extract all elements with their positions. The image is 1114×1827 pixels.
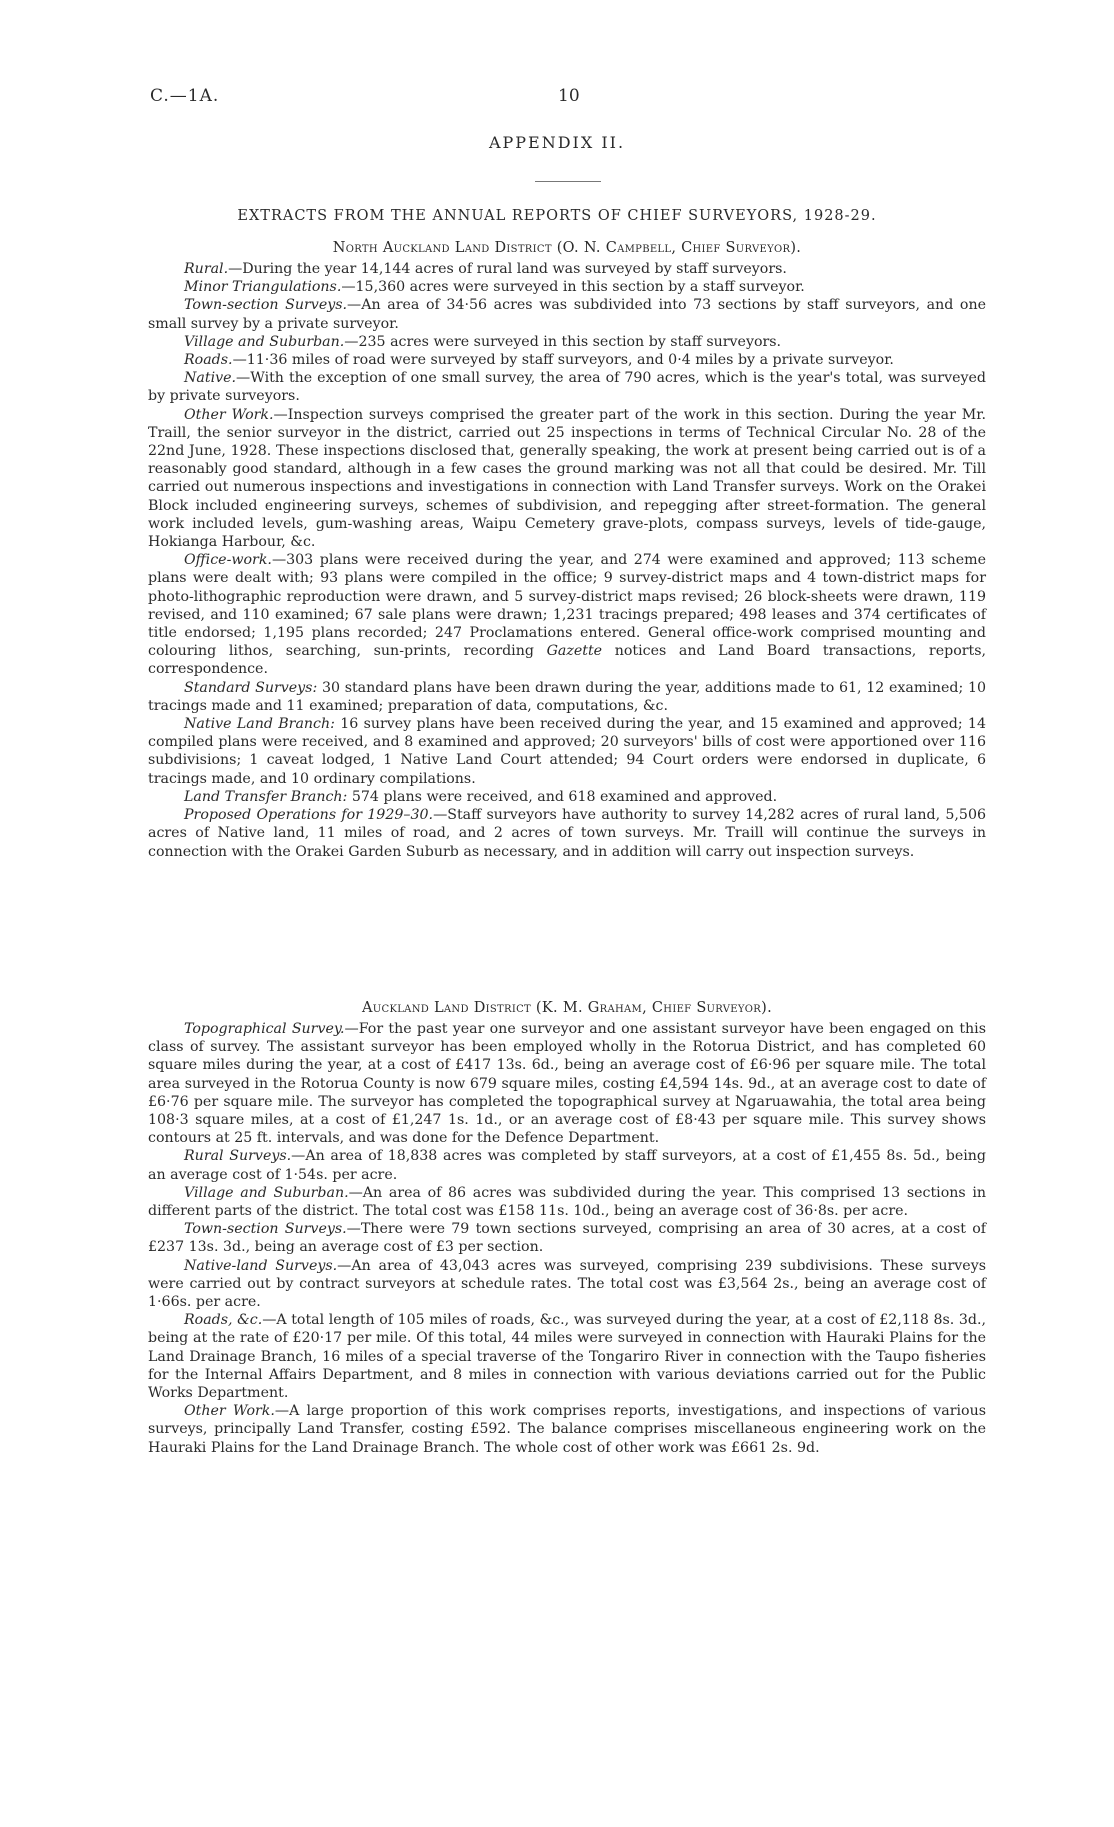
paragraph-lead: Land Transfer Branch: bbox=[184, 788, 348, 805]
paragraph-roads bbox=[148, 1311, 986, 1402]
paragraph-text: 30 standard plans have been drawn during the year, additions made to 61, 12 examined; 10 tracings made and 11 examined; preparation of data, computations, &c. bbox=[148, 679, 986, 714]
appendix-title: APPENDIX II. bbox=[488, 133, 626, 152]
paragraph-native-land-surveys bbox=[148, 1257, 986, 1312]
district-heading: North Auckland Land District (O. N. Campbell, Chief Surveyor). bbox=[332, 240, 802, 256]
paragraph-text: —11·36 miles of road were surveyed by staff surveyors, and 0·4 miles by a private surveyor. bbox=[232, 352, 894, 369]
paragraph-text: —For the past year one surveyor and one assistant surveyor have been engaged on this class of survey. The assistant surveyor has been employed wholly in the Rotorua District, and has completed 60 square miles during the year, at a cost of £417 13s. 6d., being an average cost of £6·96 per square mile. The total area surveyed in the Rotorua County is now 679 square miles, costing £4,594 14s. 9d., at an average cost to date of £6·76 per square mile. The surveyor has completed the topographical survey at Ngaruawahia, the total area being 108·3 square miles, at a cost of £1,247 1s. 1d., or an average cost of £8·43 per square mile. This survey shows contours at 25 ft. intervals, and was done for the Defence Department. bbox=[148, 1021, 987, 1147]
paragraph-standard-surveys bbox=[148, 679, 986, 715]
paragraph-text: —An area of 86 acres was subdivided during the year. This comprised 13 sections in different parts of the district. The total cost was £158 11s. 10d., being an average cost of 36·8s. per acre. bbox=[148, 1184, 986, 1220]
paragraph-lead: Native. bbox=[184, 370, 237, 387]
paragraph-text: —An area of 18,838 acres was completed by staff surveyors, at a cost of £1,455 8s. 5d., being an average cost of 1·54s. per acre. bbox=[148, 1148, 986, 1183]
paragraph-native-land-branch bbox=[148, 715, 986, 788]
page-number: 10 bbox=[558, 86, 580, 106]
paragraph-lead: Town-section Surveys. bbox=[184, 1221, 347, 1238]
page-header bbox=[150, 86, 964, 110]
paragraph-land-transfer-branch bbox=[148, 788, 986, 806]
paragraph-office-work bbox=[148, 551, 986, 678]
paragraph-text: —303 plans were received during the year, and 274 were examined and approved; 113 scheme plans were dealt with; 93 plans were compiled in the office; 9 survey-district maps and 4 town-district maps for photo-lithographic reproduction were drawn, and 5 survey-district maps revised; 26 block-sheets were drawn, 119 revised, and 110 examined; 67 sale plans were drawn; 1,231 tracings prepared; 498 leases and 374 certificates of title endorsed; 1,195 plans recorded; 247 Proclamations entered. General office-work comprised mounting and colouring lithos, searching, sun-prints, recording bbox=[148, 552, 986, 660]
paragraph-rural bbox=[148, 260, 986, 278]
paragraph-lead: Village and Suburban. bbox=[184, 1184, 349, 1201]
paragraph-village-suburban bbox=[148, 333, 986, 351]
paragraph-text: —An area of 34·56 acres was subdivided into 73 sections by staff surveyors, and one small survey by a private surveyor. bbox=[148, 297, 987, 332]
paragraph-minor-triangulations bbox=[148, 278, 986, 296]
title-divider bbox=[535, 181, 601, 182]
paragraph-lead: Native-land Surveys. bbox=[184, 1257, 338, 1274]
paragraph-native bbox=[148, 369, 986, 405]
document-reference: C.—1A. bbox=[150, 86, 220, 106]
paragraph-lead: Topographical Survey. bbox=[184, 1021, 345, 1037]
paragraph-lead: Proposed Operations for 1929–30. bbox=[184, 807, 434, 824]
paragraph-proposed-operations bbox=[148, 806, 986, 861]
gazette-italic: Gazette bbox=[546, 643, 603, 660]
paragraph-lead: Rural. bbox=[184, 261, 229, 277]
north-auckland-section bbox=[148, 240, 986, 861]
paragraph-text: —With the exception of one small survey, the area of 790 acres, which is the year's total, was surveyed by private surveyors. bbox=[148, 370, 986, 405]
paragraph-lead: Other Work. bbox=[184, 1403, 275, 1420]
paragraph-lead: Office-work. bbox=[184, 552, 272, 569]
paragraph-town-section-surveys bbox=[148, 1220, 986, 1256]
paragraph-lead: Town-section Surveys. bbox=[184, 297, 348, 314]
paragraph-text: —An area of 43,043 acres was surveyed, comprising 239 subdivisions. These surveys were carried out by contract surveyors at schedule rates. The total cost was £3,564 2s., being an average cost of 1·66s. per acre. bbox=[148, 1257, 986, 1311]
paragraph-lead: Standard Surveys: bbox=[184, 679, 318, 696]
paragraph-lead: Minor Triangulations. bbox=[184, 279, 342, 296]
paragraph-other-work bbox=[148, 406, 986, 552]
paragraph-text: —235 acres were surveyed in this section by staff surveyors. bbox=[344, 333, 782, 350]
paragraph-text: —During the year 14,144 acres of rural land was surveyed by staff surveyors. bbox=[228, 261, 787, 277]
paragraph-lead: Roads. bbox=[184, 352, 233, 369]
paragraph-text: —There were 79 town sections surveyed, comprising an area of 30 acres, at a cost of £237 13s. 3d., being an average cost of £3 per section. bbox=[148, 1221, 986, 1256]
paragraph-town-section-surveys bbox=[148, 296, 986, 332]
paragraph-lead: Roads, &c. bbox=[184, 1312, 263, 1329]
paragraph-text: 574 plans were received, and 618 examined and approved. bbox=[347, 788, 778, 805]
paragraph-lead: Native Land Branch: bbox=[184, 716, 335, 733]
paragraph-lead: Village and Suburban. bbox=[184, 333, 345, 350]
paragraph-other-work bbox=[148, 1402, 986, 1457]
paragraph-lead: Rural Surveys. bbox=[184, 1148, 292, 1165]
paragraph-text: —Staff surveyors have authority to survey 14,282 acres of rural land, 5,506 acres of Native land, 11 miles of road, and 2 acres of town surveys. Mr. Traill will continue the surveys in connection with the Orakei Garden Suburb as necessary, and in addition will carry out inspection surveys. bbox=[148, 807, 987, 860]
paragraph-lead: Other Work. bbox=[184, 406, 274, 423]
paragraph-text: —A large proportion of this work comprises reports, investigations, and inspections of various surveys, principally Land Transfer, costing £592. The balance comprises miscellaneous engineering work on the Hauraki Plains for the Land Drainage Branch. The whole cost of other work was £661 2s. 9d. bbox=[148, 1403, 986, 1456]
paragraph-text-after: notices and Land Board transactions, reports, correspondence. bbox=[148, 643, 987, 678]
paragraph-topographical-survey bbox=[148, 1020, 986, 1147]
paragraph-roads bbox=[148, 351, 986, 369]
auckland-section bbox=[148, 1000, 986, 1457]
paragraph-text: 16 survey plans have been received during the year, and 15 examined and approved; 14 compiled plans were received, and 8 examined and approved; 20 surveyors' bills of cost were apportioned over 116 subdivisions; 1 caveat lodged, 1 Native Land Court attended; 94 Court orders were endorsed in duplicate, 6 tracings made, and 10 ordinary compilations. bbox=[148, 716, 986, 787]
paragraph-text: —A total length of 105 miles of roads, &c., was surveyed during the year, at a cost of £2,118 8s. 3d., being at the rate of £20·17 per mile. Of this total, 44 miles were surveyed in connection with Hauraki Plains for the Land Drainage Branch, 16 miles of a special traverse of the Tongariro River in connection with the Taupo fisheries for the Internal Affairs Department, and 8 miles in connection with various deviations carried out for the Public Works Department. bbox=[148, 1312, 986, 1402]
district-heading: Auckland Land District (K. M. Graham, Chief Surveyor). bbox=[362, 1000, 772, 1016]
main-title: EXTRACTS FROM THE ANNUAL REPORTS OF CHIEF SURVEYORS, 1928-29. bbox=[237, 208, 877, 224]
paragraph-text: —15,360 acres were surveyed in this section by a staff surveyor. bbox=[341, 279, 805, 296]
paragraph-village-suburban bbox=[148, 1184, 986, 1220]
paragraph-text: —Inspection surveys comprised the greater part of the work in this section. During the year Mr. Traill, the senior surveyor in the district, carried out 25 inspections in terms of Technical Circular No. 28 of the 22nd June, 1928. These inspections disclosed that, generally speaking, the work at present being carried out is of a reasonably good standard, although in a few cases the ground marking was not all that could be desired. Mr. Till carried out numerous inspections and investigations in connection with Land Transfer surveys. Work on the Orakei Block included engineering surveys, schemes of subdivision, and repegging after street-formation. The general work included levels, gum-washing areas, Waipu Cemetery grave-plots, compass surveys, levels of tide-gauge, Hokianga Harbour, &c. bbox=[148, 406, 986, 551]
paragraph-rural-surveys bbox=[148, 1147, 986, 1183]
